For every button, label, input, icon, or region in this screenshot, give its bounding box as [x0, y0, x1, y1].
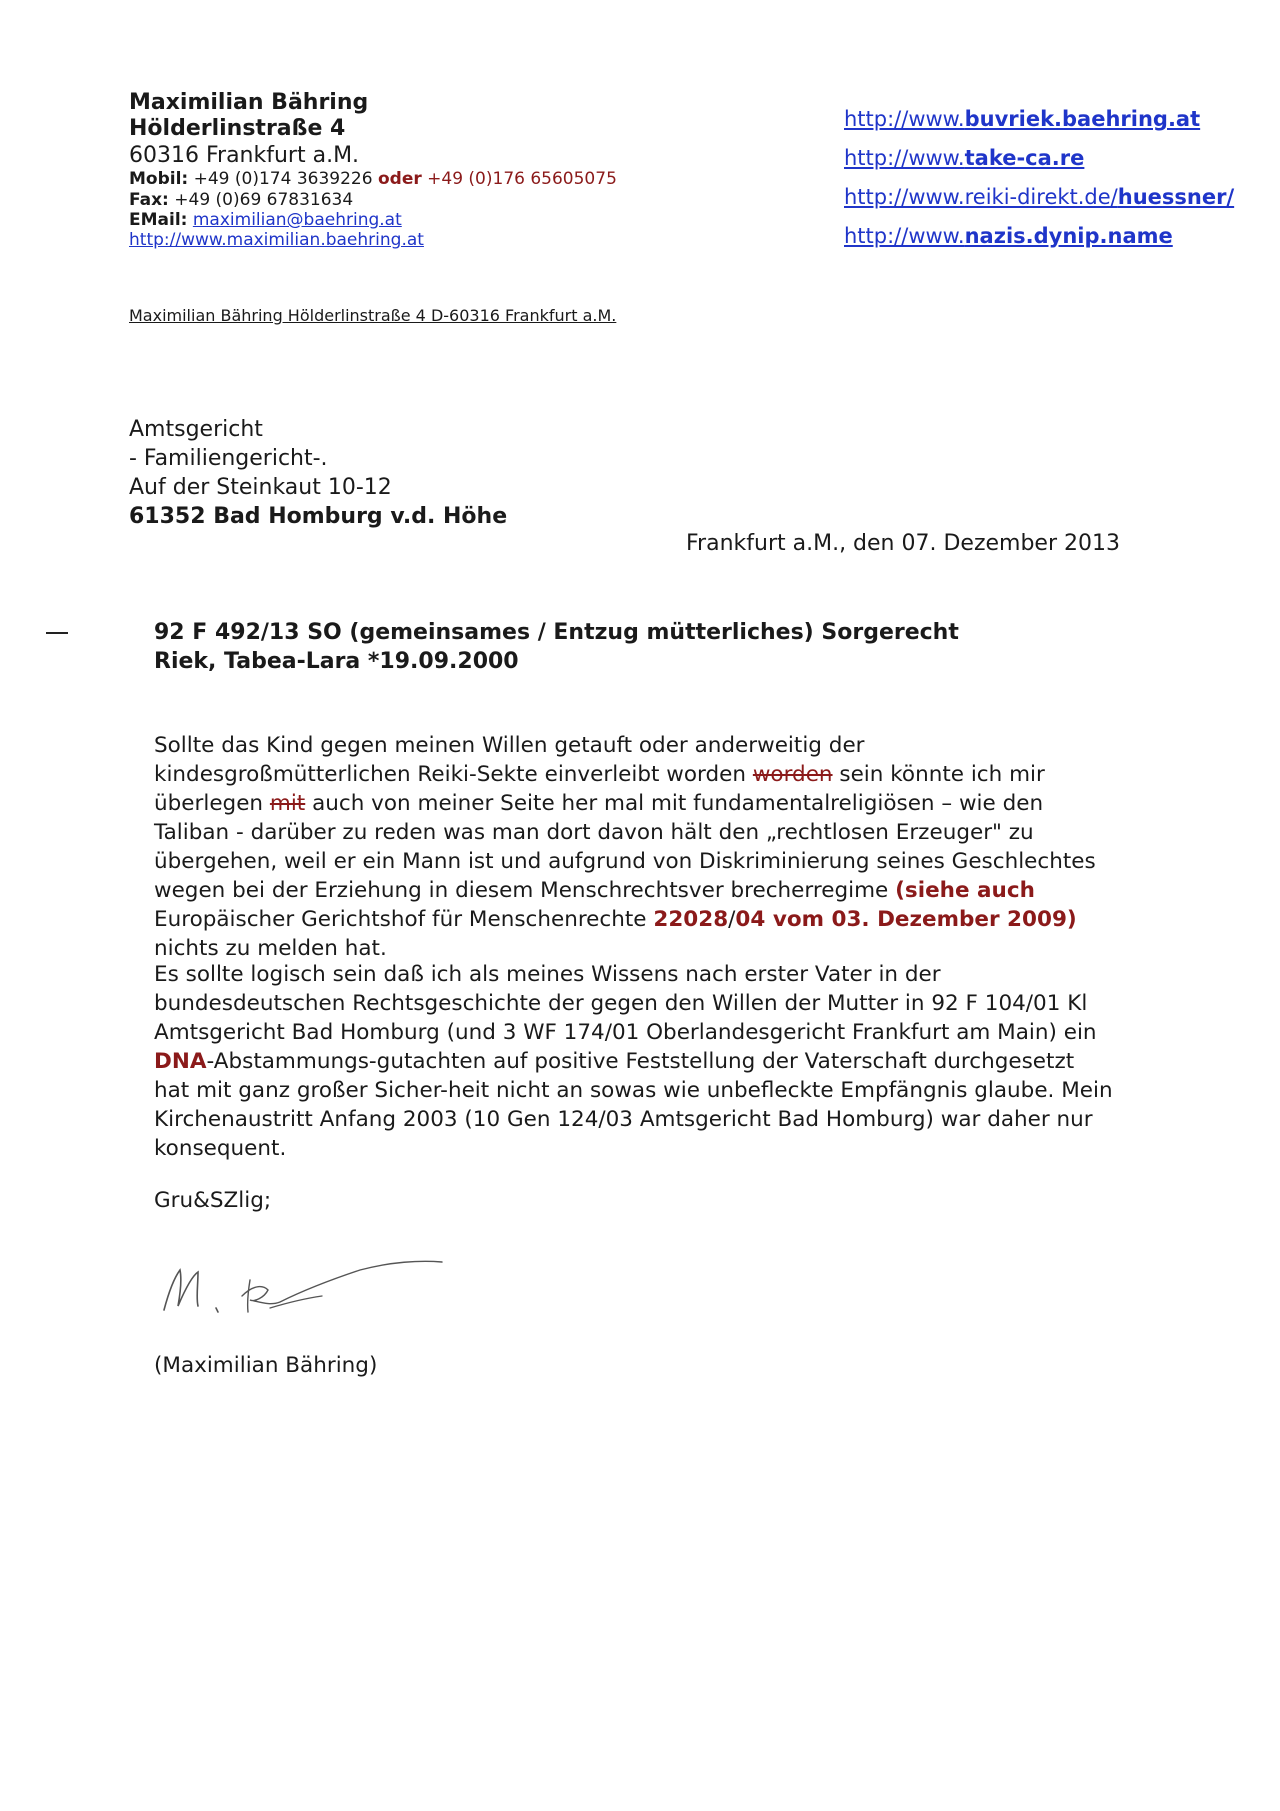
link-buvriek[interactable]: http://www.buvriek.baehring.at [844, 107, 1201, 131]
body-paragraph-2: Es sollte logisch sein daß ich als meines Wissens nach erster Vater in der bundesdeutschen Rechtsgeschichte der gegen den Willen der Mutter in 92 F 104/01 Kl Amtsgericht Bad Homburg (und 3 WF 174/01 Oberlandesgericht Frankfurt am Main) ein DNA-Abstammungs-gutachten auf positive Feststellung der Vaterschaft durchgesetzt hat mit ganz großer Sicher-heit nicht an sowas wie unbefleckte Empfängnis glaube. Mein Kirchenaustritt Anfang 2003 (10 Gen 124/03 Amtsgericht Bad Homburg) war daher nur konsequent. [154, 962, 1113, 1161]
strikethrough-word: mit [269, 791, 306, 816]
sender-name: Maximilian Bähring [129, 90, 369, 115]
recipient-line-3: Auf der Steinkaut 10-12 [129, 475, 392, 500]
highlight-text: DNA [154, 1049, 207, 1074]
greeting: Gru&SZlig; [154, 1188, 272, 1213]
subject-line-2: Riek, Tabea-Lara *19.09.2000 [154, 649, 519, 674]
fax-number: +49 (0)69 67831634 [174, 189, 354, 210]
fax-label: Fax: [129, 189, 169, 210]
return-address: Maximilian Bähring Hölderlinstraße 4 D-60316 Frankfurt a.M. [129, 306, 617, 325]
subject-line-1: 92 F 492/13 SO (gemeinsames / Entzug mütterliches) Sorgerecht [154, 620, 959, 645]
sender-block [129, 90, 617, 251]
highlight-text: siehe auch [904, 878, 1035, 903]
email-link[interactable]: maximilian@baehring.at [192, 209, 402, 230]
recipient-block [129, 415, 507, 531]
highlight-text: 04 vom 03. Dezember 2009 [735, 907, 1067, 932]
highlight-text: 22028 [653, 907, 729, 932]
mobile-or: oder [377, 169, 422, 190]
recipient-line-2: - Familiengericht-. [129, 446, 328, 471]
mobile-number-1: +49 (0)174 3639226 [193, 169, 373, 190]
email-label: EMail: [129, 209, 188, 230]
mobile-number-2: +49 (0)176 65605075 [427, 169, 617, 190]
mobile-label: Mobil: [129, 169, 189, 190]
sender-email [129, 210, 617, 230]
website-link[interactable]: http://www.maximilian.baehring.at [129, 230, 424, 251]
fold-mark [46, 632, 68, 634]
link-reiki-direkt[interactable]: http://www.reiki-direkt.de/huessner/ [844, 185, 1235, 209]
sender-mobile [129, 169, 617, 189]
strikethrough-word: worden [752, 762, 833, 787]
sender-city: 60316 Frankfurt a.M. [129, 142, 360, 168]
sender-fax [129, 190, 617, 210]
sender-street: Hölderlinstraße 4 [129, 116, 346, 142]
date-line: Frankfurt a.M., den 07. Dezember 2013 [686, 531, 1120, 556]
subject-block [154, 618, 959, 676]
body-paragraph-1: Sollte das Kind gegen meinen Willen getauft oder anderweitig der kindesgroßmütterlichen Reiki-Sekte einverleibt worden worden sein könnte ich mir überlegen mit auch von meiner Seite her mal mit fundamentalreligiösen – wie den Taliban - darüber zu reden was man dort davon hält den „rechtlosen Erzeuger" zu übergehen, weil er ein Mann ist und aufgrund von Diskriminierung seines Geschlechtes wegen bei der Erziehung in diesem Menschrechtsver brecherregime (siehe auch Europäischer Gerichtshof für Menschenrechte 22028/04 vom 03. Dezember 2009) nichts zu melden hat. [154, 733, 1096, 961]
link-take-care[interactable]: http://www.take-ca.re [844, 146, 1085, 170]
external-links [844, 100, 1234, 256]
recipient-line-4: 61352 Bad Homburg v.d. Höhe [129, 504, 508, 529]
signature-name: (Maximilian Bähring) [154, 1353, 378, 1378]
link-nazis-dynip[interactable]: http://www.nazis.dynip.name [844, 224, 1173, 248]
handwritten-signature [150, 1240, 450, 1334]
recipient-line-1: Amtsgericht [129, 417, 263, 442]
